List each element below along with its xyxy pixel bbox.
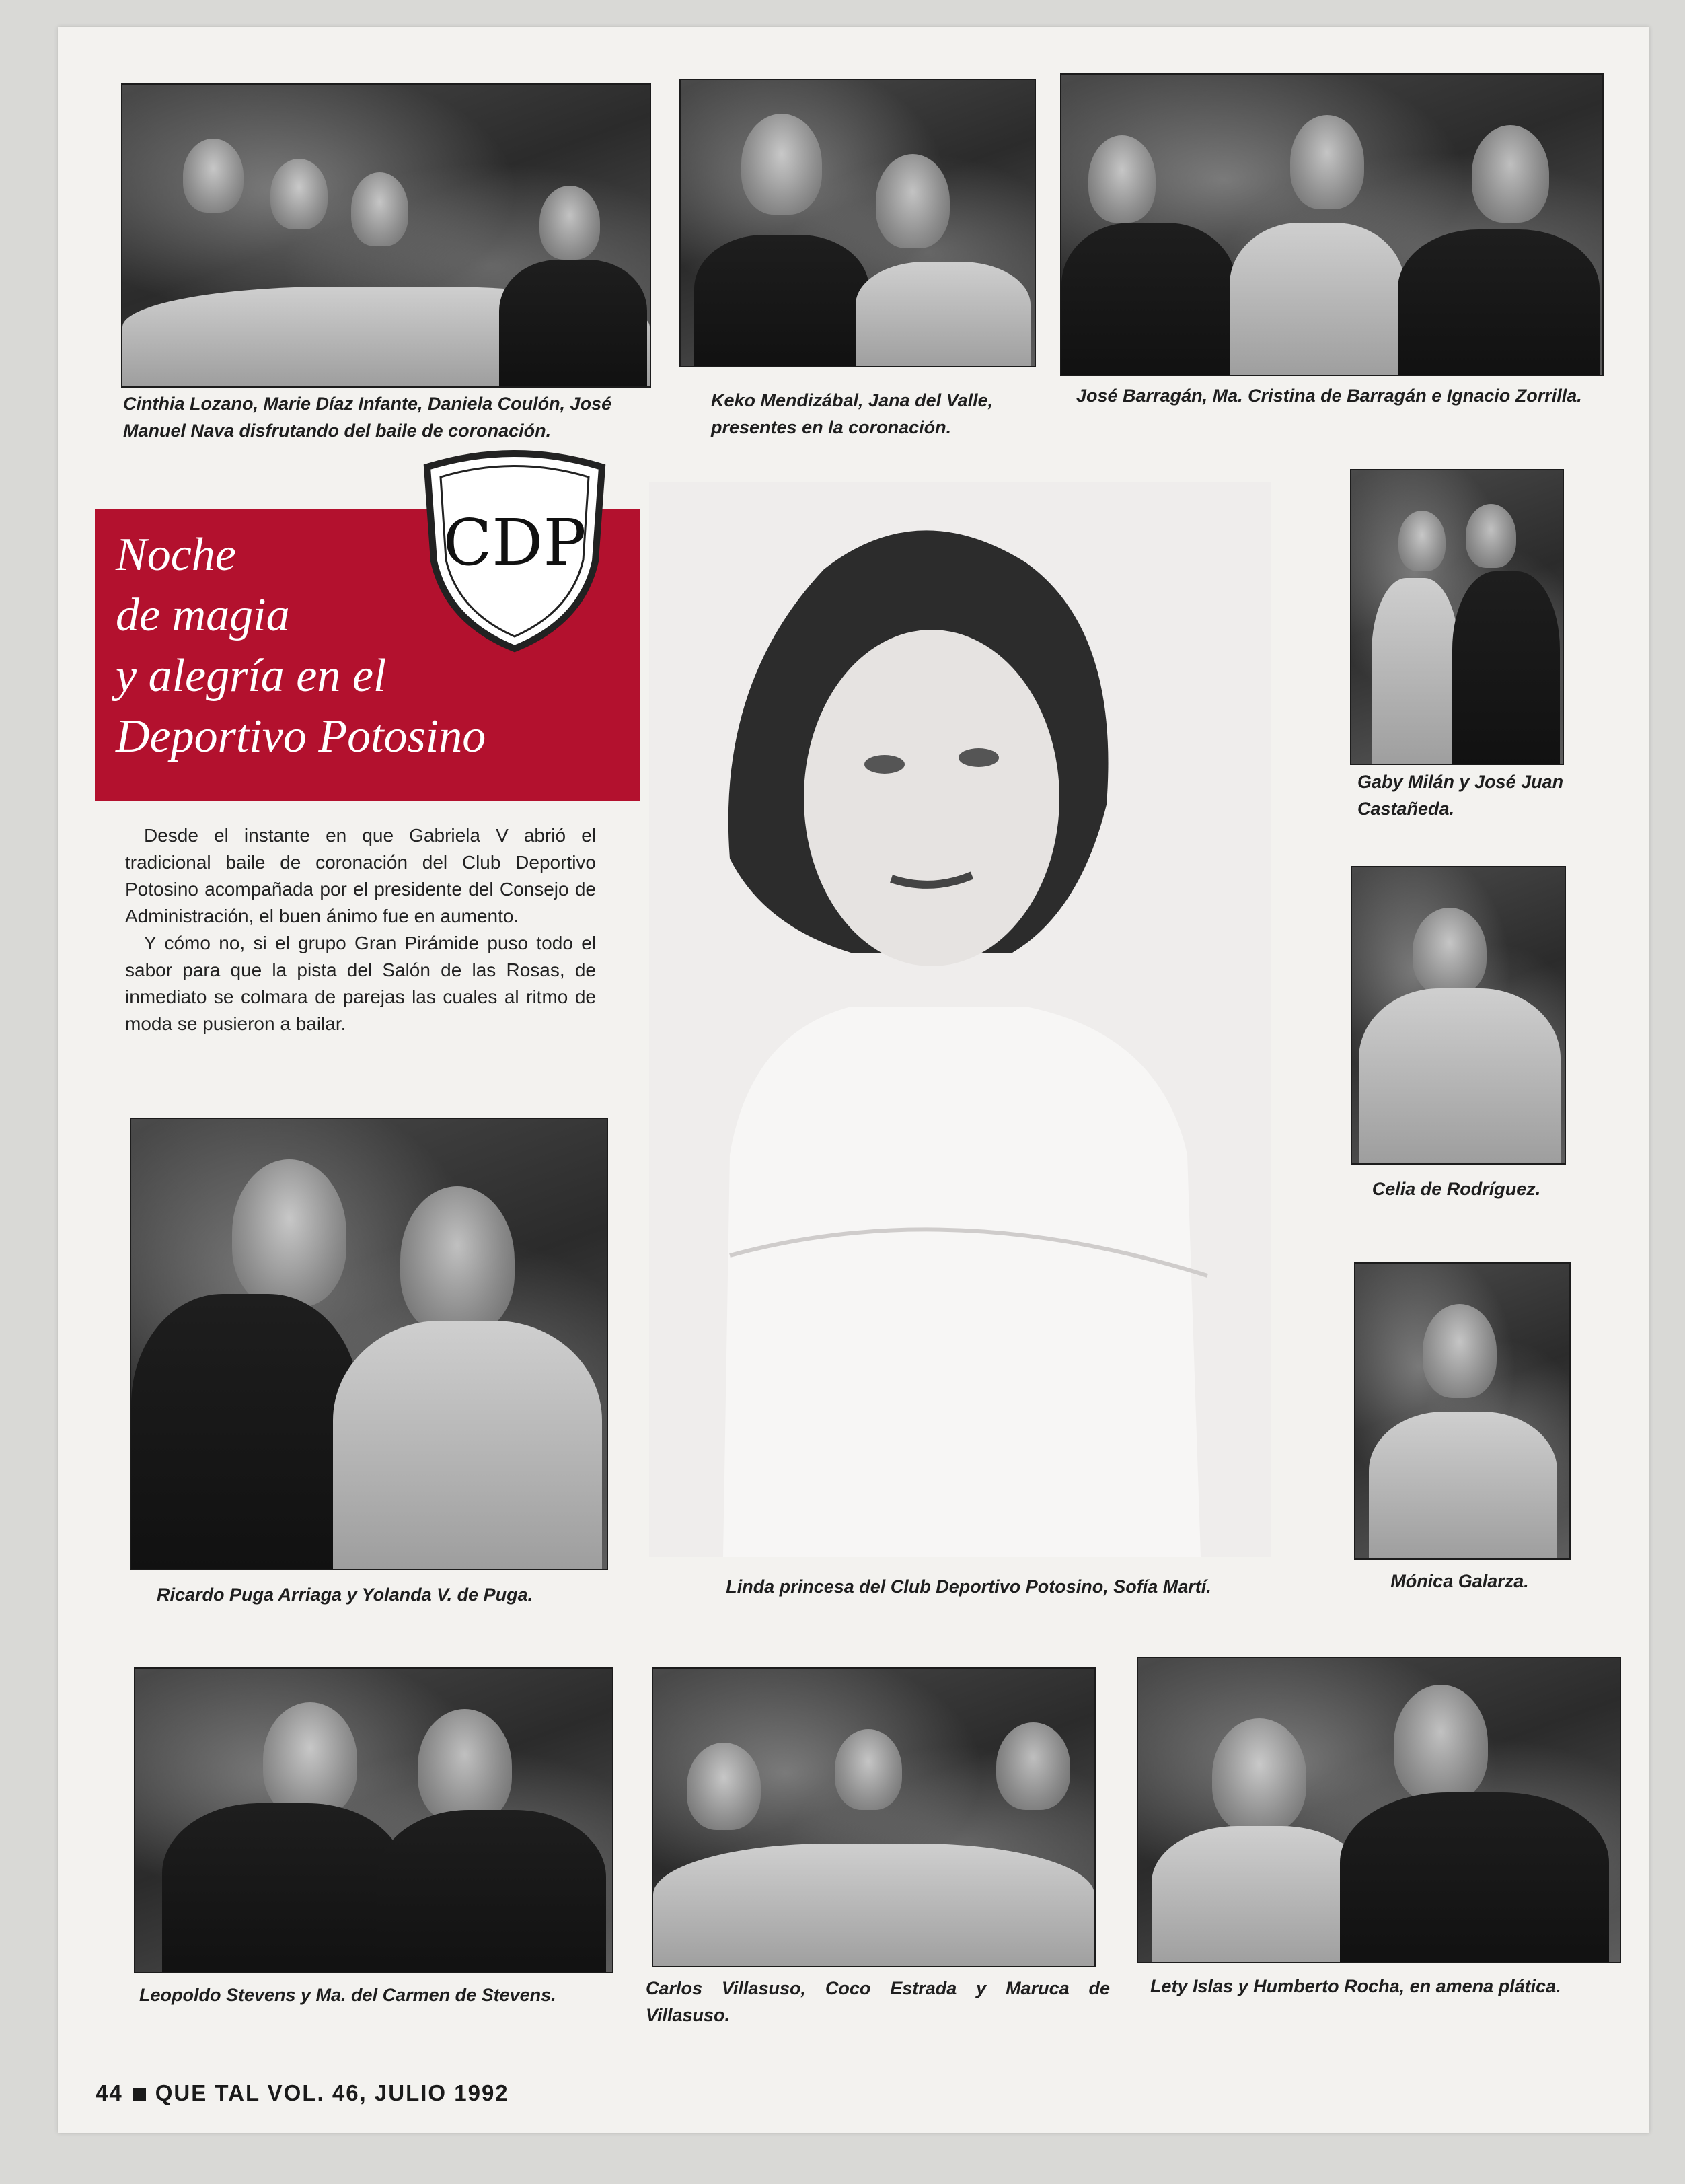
- publication-info: QUE TAL VOL. 46, JULIO 1992: [155, 2080, 509, 2105]
- caption-top-right: José Barragán, Ma. Cristina de Barragán e Ignacio Zorrilla.: [1076, 386, 1582, 406]
- article-body: [125, 822, 596, 1038]
- caption-left-middle: Ricardo Puga Arriaga y Yolanda V. de Puga.: [157, 1585, 533, 1605]
- caption-right-2: Celia de Rodríguez.: [1372, 1179, 1541, 1199]
- caption-top-middle: Keko Mendizábal, Jana del Valle, presentes en la coronación.: [711, 390, 994, 437]
- page-number: 44: [96, 2080, 123, 2105]
- page-footer: [96, 2080, 509, 2106]
- photo-bottom-middle: [652, 1667, 1096, 1967]
- photo-top-left: [121, 83, 651, 388]
- club-shield-logo: [414, 447, 615, 655]
- photo-bottom-right: [1137, 1657, 1621, 1963]
- caption-top-left: Cinthia Lozano, Marie Díaz Infante, Daniela Coulón, José Manuel Nava disfrutando del baile de coronación.: [123, 394, 612, 441]
- photo-right-1: [1350, 469, 1564, 765]
- photo-top-right: [1060, 73, 1604, 376]
- caption-bottom-right: Lety Islas y Humberto Rocha, en amena plática.: [1150, 1976, 1561, 1996]
- portrait-illustration: [649, 482, 1271, 1557]
- caption-right-3: Mónica Galarza.: [1390, 1571, 1529, 1591]
- caption-main: Linda princesa del Club Deportivo Potosino, Sofía Martí.: [726, 1576, 1211, 1597]
- article-paragraph-1: Desde el instante en que Gabriela V abrió el tradicional baile de coronación del Club Deportivo Potosino acompañada por el presidente del Consejo de Administración, el buen ánimo fue en aumento.: [125, 825, 596, 926]
- photo-right-2: [1351, 866, 1566, 1165]
- article-title: Noche de magia y alegría en el Deportivo Potosino: [116, 529, 486, 762]
- logo-letters: CDP: [443, 506, 587, 580]
- caption-bottom-left: Leopoldo Stevens y Ma. del Carmen de Stevens.: [139, 1985, 556, 2005]
- photo-top-middle: [679, 79, 1036, 367]
- caption-right-1: Gaby Milán y José Juan Castañeda.: [1357, 772, 1564, 819]
- caption-bottom-middle: Carlos Villasuso, Coco Estrada y Maruca de Villasuso.: [646, 1978, 1110, 2025]
- square-bullet-icon: [133, 2088, 146, 2101]
- article-paragraph-2: Y cómo no, si el grupo Gran Pirámide puso todo el sabor para que la pista del Salón de las Rosas, de inmediato se colmara de parejas las cuales al ritmo de moda se pusieron a bailar.: [125, 933, 596, 1034]
- photo-right-3: [1354, 1262, 1571, 1560]
- photo-left-middle: [130, 1118, 608, 1570]
- photo-bottom-left: [134, 1667, 613, 1973]
- main-portrait-photo: [649, 482, 1271, 1557]
